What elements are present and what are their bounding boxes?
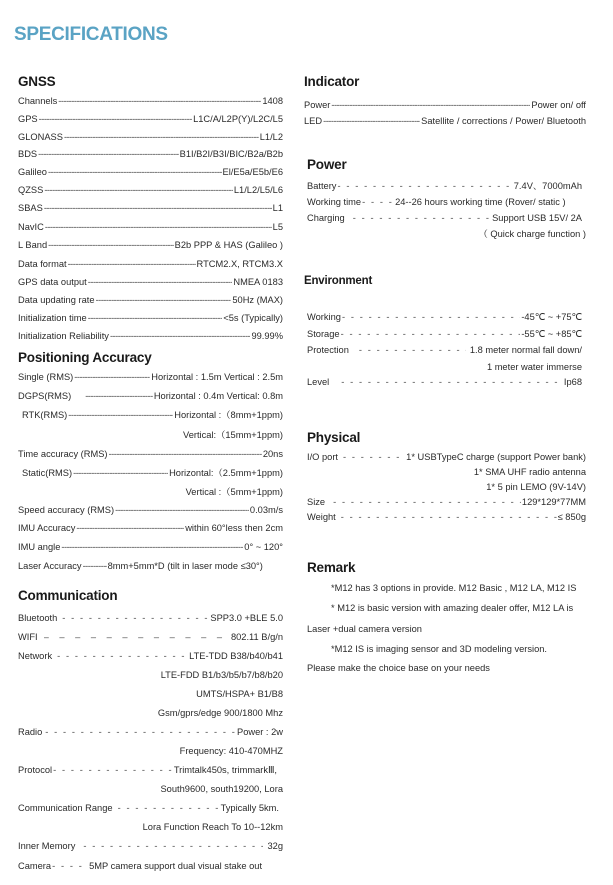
spec-row bbox=[18, 612, 283, 624]
leader-dashes bbox=[88, 276, 233, 288]
spec-label: GPS data output bbox=[18, 277, 87, 287]
spec-row bbox=[18, 650, 283, 662]
spec-row bbox=[18, 148, 283, 160]
spec-continuation: 1 meter water immerse bbox=[486, 362, 582, 372]
leader-dashes bbox=[96, 294, 232, 306]
spec-label: QZSS bbox=[18, 185, 44, 195]
spec-label: Inner Memory bbox=[18, 841, 76, 851]
spec-value: L1/L2 bbox=[259, 132, 283, 142]
spec-row bbox=[18, 631, 283, 643]
spec-row bbox=[18, 294, 283, 306]
spec-row bbox=[18, 184, 283, 196]
spec-label: Battery bbox=[307, 181, 337, 191]
spec-label: GLONASS bbox=[18, 132, 63, 142]
leader-dashes bbox=[323, 115, 420, 127]
spec-row bbox=[18, 221, 283, 233]
spec-continuation: 1* SMA UHF radio antenna bbox=[473, 467, 586, 477]
spec-value: L1/L2/L5/L6 bbox=[233, 185, 283, 195]
leader-dashes bbox=[88, 312, 223, 324]
spec-continuation: （ Quick charge function ) bbox=[478, 229, 586, 239]
remark-section bbox=[304, 558, 586, 678]
leader-dashes bbox=[362, 196, 394, 208]
spec-label: NavIC bbox=[18, 222, 44, 232]
leader-dashes bbox=[57, 650, 188, 662]
leader-dashes bbox=[333, 496, 521, 508]
spec-row bbox=[18, 239, 283, 251]
leader-dashes bbox=[61, 541, 243, 553]
spec-value: within 60°less then 2cm bbox=[185, 523, 283, 533]
remark-line: * M12 is basic version with amazing dealer offer, M12 LA is bbox=[331, 603, 574, 613]
section-heading-gnss: GNSS bbox=[18, 74, 56, 89]
spec-row bbox=[304, 196, 586, 208]
spec-row bbox=[304, 511, 586, 523]
spec-row bbox=[18, 541, 283, 553]
spec-continuation: Lora Function Reach To 10--12km bbox=[142, 822, 283, 832]
spec-continuation: LTE-FDD B1/b3/b5/b7/b8/b20 bbox=[160, 670, 283, 680]
spec-label: Time accuracy (RMS) bbox=[18, 449, 108, 459]
spec-value: 1.8 meter normal fall down/ bbox=[469, 345, 582, 355]
leader-dashes bbox=[109, 448, 262, 460]
section-heading-environment: Environment bbox=[304, 275, 373, 287]
leader-dashes bbox=[343, 451, 405, 463]
spec-label: Communication Range bbox=[18, 803, 113, 813]
spec-value: 5MP camera support dual visual stake out bbox=[89, 861, 263, 871]
spec-value: 0° ~ 120° bbox=[244, 542, 283, 552]
remark-line: *M12 IS is imaging sensor and 3D modeling version. bbox=[331, 644, 548, 654]
leader-dashes bbox=[341, 376, 560, 388]
spec-value: Power : 2w bbox=[237, 727, 283, 737]
leader-dashes bbox=[85, 390, 153, 402]
spec-label: GPS bbox=[18, 114, 38, 124]
spec-row bbox=[18, 330, 283, 342]
spec-value: 0.03m/s bbox=[249, 505, 283, 515]
remark-line: *M12 has 3 options in provide. M12 Basic , M12 LA, M12 IS bbox=[331, 583, 577, 593]
leader-dashes bbox=[53, 764, 173, 776]
spec-row bbox=[18, 113, 283, 125]
spec-value: RTCM2.X, RTCM3.X bbox=[196, 259, 283, 269]
spec-row bbox=[18, 840, 283, 852]
spec-row bbox=[18, 258, 283, 270]
spec-value: Trimtalk450s, trimmarkⅢ, bbox=[173, 765, 277, 775]
spec-value: 7.4V、7000mAh bbox=[513, 181, 582, 191]
spec-continuation: Frequency: 410-470MHZ bbox=[179, 746, 283, 756]
spec-row bbox=[18, 371, 283, 383]
spec-row bbox=[18, 390, 283, 402]
spec-value: -45℃ ~ +75℃ bbox=[521, 312, 582, 322]
spec-value: El/E5a/E5b/E6 bbox=[222, 167, 283, 177]
spec-row bbox=[304, 496, 586, 508]
spec-label: Weight bbox=[307, 512, 336, 522]
leader-dashes bbox=[76, 522, 184, 534]
spec-value: B1I/B2I/B3I/BIC/B2a/B2b bbox=[179, 149, 283, 159]
spec-label: Camera bbox=[18, 861, 52, 871]
physical-section bbox=[304, 428, 586, 523]
leader-dashes bbox=[359, 344, 466, 356]
spec-value: Satellite / corrections / Power/ Bluetooth bbox=[421, 116, 586, 126]
leader-dashes bbox=[58, 95, 261, 107]
spec-label: Level bbox=[307, 377, 330, 387]
spec-row bbox=[304, 344, 582, 356]
spec-value: 802.11 B/g/n bbox=[230, 632, 283, 642]
leader-dashes bbox=[52, 860, 88, 872]
spec-value: LTE-TDD B38/b40/b41 bbox=[189, 651, 283, 661]
spec-row bbox=[18, 409, 283, 421]
leader-dashes bbox=[44, 202, 272, 214]
leader-dashes bbox=[44, 631, 225, 643]
section-heading-positioning-accuracy: Positioning Accuracy bbox=[18, 350, 152, 365]
spec-value: L1 bbox=[272, 203, 283, 213]
leader-dashes bbox=[353, 212, 491, 224]
spec-value: Horizontal : 1.5m Vertical : 2.5m bbox=[151, 372, 283, 382]
spec-label: Protection bbox=[307, 345, 349, 355]
spec-label: Initialization time bbox=[18, 313, 87, 323]
spec-label: IMU angle bbox=[18, 542, 61, 552]
spec-row bbox=[18, 312, 283, 324]
remark-line: Please make the choice base on your needs bbox=[307, 663, 490, 673]
leader-dashes bbox=[44, 184, 233, 196]
leader-dashes bbox=[48, 239, 174, 251]
section-heading-remark: Remark bbox=[307, 560, 356, 575]
spec-label: Galileo bbox=[18, 167, 47, 177]
spec-value: 50Hz (MAX) bbox=[232, 295, 283, 305]
spec-continuation: Vertical:（15mm+1ppm) bbox=[183, 430, 283, 440]
spec-row bbox=[304, 115, 586, 127]
leader-dashes bbox=[73, 467, 168, 479]
power-section bbox=[304, 155, 586, 245]
spec-label: Size bbox=[307, 497, 326, 507]
spec-row bbox=[18, 860, 283, 872]
spec-value: 8mm+5mm*D (tilt in laser mode ≤30°) bbox=[107, 561, 263, 571]
leader-dashes bbox=[74, 371, 150, 383]
leader-dashes bbox=[48, 166, 222, 178]
spec-label: Data format bbox=[18, 259, 67, 269]
spec-value: Horizontal :（8mm+1ppm) bbox=[174, 410, 283, 420]
spec-label: Data updating rate bbox=[18, 295, 95, 305]
spec-continuation: South9600, south19200, Lora bbox=[160, 784, 283, 794]
leader-dashes bbox=[68, 258, 196, 270]
spec-value: Typically 5km. bbox=[220, 803, 279, 813]
spec-label: SBAS bbox=[18, 203, 43, 213]
spec-label: LED bbox=[304, 116, 323, 126]
spec-row bbox=[18, 522, 283, 534]
spec-value: ≤ 850g bbox=[557, 512, 586, 522]
spec-row bbox=[304, 99, 586, 111]
spec-value: NMEA 0183 bbox=[233, 277, 283, 287]
spec-row bbox=[18, 95, 283, 107]
spec-row bbox=[18, 504, 283, 516]
leader-dashes bbox=[45, 726, 236, 738]
spec-continuation: Gsm/gprs/edge 900/1800 Mhz bbox=[157, 708, 283, 718]
spec-label: DGPS(RMS) bbox=[18, 391, 72, 401]
leader-dashes bbox=[62, 612, 209, 624]
spec-label: I/O port bbox=[307, 452, 339, 462]
spec-row bbox=[18, 802, 279, 814]
section-heading-physical: Physical bbox=[307, 430, 361, 445]
spec-label: Working bbox=[307, 312, 341, 322]
spec-label: WIFI bbox=[18, 632, 38, 642]
leader-dashes bbox=[118, 802, 220, 814]
spec-value: 20ns bbox=[262, 449, 283, 459]
page-title: SPECIFICATIONS bbox=[14, 24, 168, 45]
spec-value: L1C/A/L2P(Y)/L2C/L5 bbox=[193, 114, 283, 124]
leader-dashes bbox=[68, 409, 173, 421]
leader-dashes bbox=[337, 180, 512, 192]
spec-row bbox=[18, 166, 283, 178]
spec-label: Channels bbox=[18, 96, 58, 106]
spec-value: Power on/ off bbox=[531, 100, 586, 110]
spec-value: 1408 bbox=[262, 96, 283, 106]
spec-label: Charging bbox=[307, 213, 345, 223]
leader-dashes bbox=[341, 328, 521, 340]
spec-label: RTK(RMS) bbox=[22, 410, 68, 420]
leader-dashes bbox=[38, 148, 179, 160]
spec-row bbox=[18, 131, 283, 143]
spec-continuation: 1* 5 pin LEMO (9V-14V) bbox=[486, 482, 586, 492]
spec-row bbox=[18, 764, 277, 776]
spec-row bbox=[18, 448, 283, 460]
spec-label: Static(RMS) bbox=[22, 468, 73, 478]
leader-dashes bbox=[39, 113, 192, 125]
spec-row bbox=[304, 180, 582, 192]
spec-continuation: Vertical :（5mm+1ppm) bbox=[185, 487, 283, 497]
leader-dashes bbox=[64, 131, 259, 143]
spec-label: Bluetooth bbox=[18, 613, 58, 623]
spec-label: Power bbox=[304, 100, 331, 110]
spec-row bbox=[18, 276, 283, 288]
spec-value: 32g bbox=[267, 841, 283, 851]
spec-label: IMU Accuracy bbox=[18, 523, 76, 533]
spec-value: L5 bbox=[272, 222, 283, 232]
spec-label: Single (RMS) bbox=[18, 372, 74, 382]
spec-row bbox=[304, 376, 582, 388]
spec-continuation: UMTS/HSPA+ B1/B8 bbox=[196, 689, 283, 699]
spec-value: 99.99% bbox=[251, 331, 283, 341]
spec-row bbox=[18, 726, 283, 738]
spec-label: Speed accuracy (RMS) bbox=[18, 505, 115, 515]
spec-row bbox=[304, 328, 582, 340]
environment-section bbox=[304, 273, 586, 388]
spec-value: Horizontal : 0.4m Vertical: 0.8m bbox=[153, 391, 283, 401]
spec-row bbox=[18, 202, 283, 214]
spec-label: Laser Accuracy bbox=[18, 561, 82, 571]
spec-row bbox=[304, 311, 582, 323]
leader-dashes bbox=[115, 504, 249, 516]
spec-value: Support USB 15V/ 2A bbox=[492, 213, 582, 223]
leader-dashes bbox=[342, 311, 520, 323]
leader-dashes bbox=[83, 560, 107, 572]
spec-value: B2b PPP & HAS (Galileo ) bbox=[174, 240, 283, 250]
spec-label: Initialization Reliability bbox=[18, 331, 109, 341]
section-heading-indicator: Indicator bbox=[304, 74, 360, 89]
spec-label: BDS bbox=[18, 149, 38, 159]
spec-value: 24--26 hours working time (Rover/ static ) bbox=[395, 197, 566, 207]
remark-line: Laser +dual camera version bbox=[307, 624, 422, 634]
section-heading-communication: Communication bbox=[18, 588, 118, 603]
left-column bbox=[18, 72, 283, 882]
spec-label: Protocol bbox=[18, 765, 53, 775]
leader-dashes bbox=[331, 99, 530, 111]
leader-dashes bbox=[83, 840, 263, 852]
spec-row bbox=[18, 560, 273, 572]
spec-row bbox=[304, 212, 582, 224]
indicator-section bbox=[304, 72, 586, 132]
leader-dashes bbox=[45, 221, 272, 233]
spec-label: L Band bbox=[18, 240, 48, 250]
spec-value: -55℃ ~ +85℃ bbox=[521, 329, 582, 339]
spec-value: <5s (Typically) bbox=[223, 313, 283, 323]
spec-value: 1* USBTypeC charge (support Power bank) bbox=[406, 452, 586, 462]
leader-dashes bbox=[110, 330, 251, 342]
spec-row bbox=[18, 467, 283, 479]
spec-value: Horizontal:（2.5mm+1ppm) bbox=[169, 468, 283, 478]
leader-dashes bbox=[341, 511, 557, 523]
spec-label: Working time bbox=[307, 197, 362, 207]
section-heading-power: Power bbox=[307, 157, 347, 172]
spec-value: Ip68 bbox=[563, 377, 582, 387]
spec-value: 129*129*77MM bbox=[521, 497, 586, 507]
spec-label: Storage bbox=[307, 329, 340, 339]
spec-value: SPP3.0 +BLE 5.0 bbox=[210, 613, 283, 623]
spec-label: Radio bbox=[18, 727, 43, 737]
spec-label: Network bbox=[18, 651, 53, 661]
spec-row bbox=[304, 451, 586, 463]
